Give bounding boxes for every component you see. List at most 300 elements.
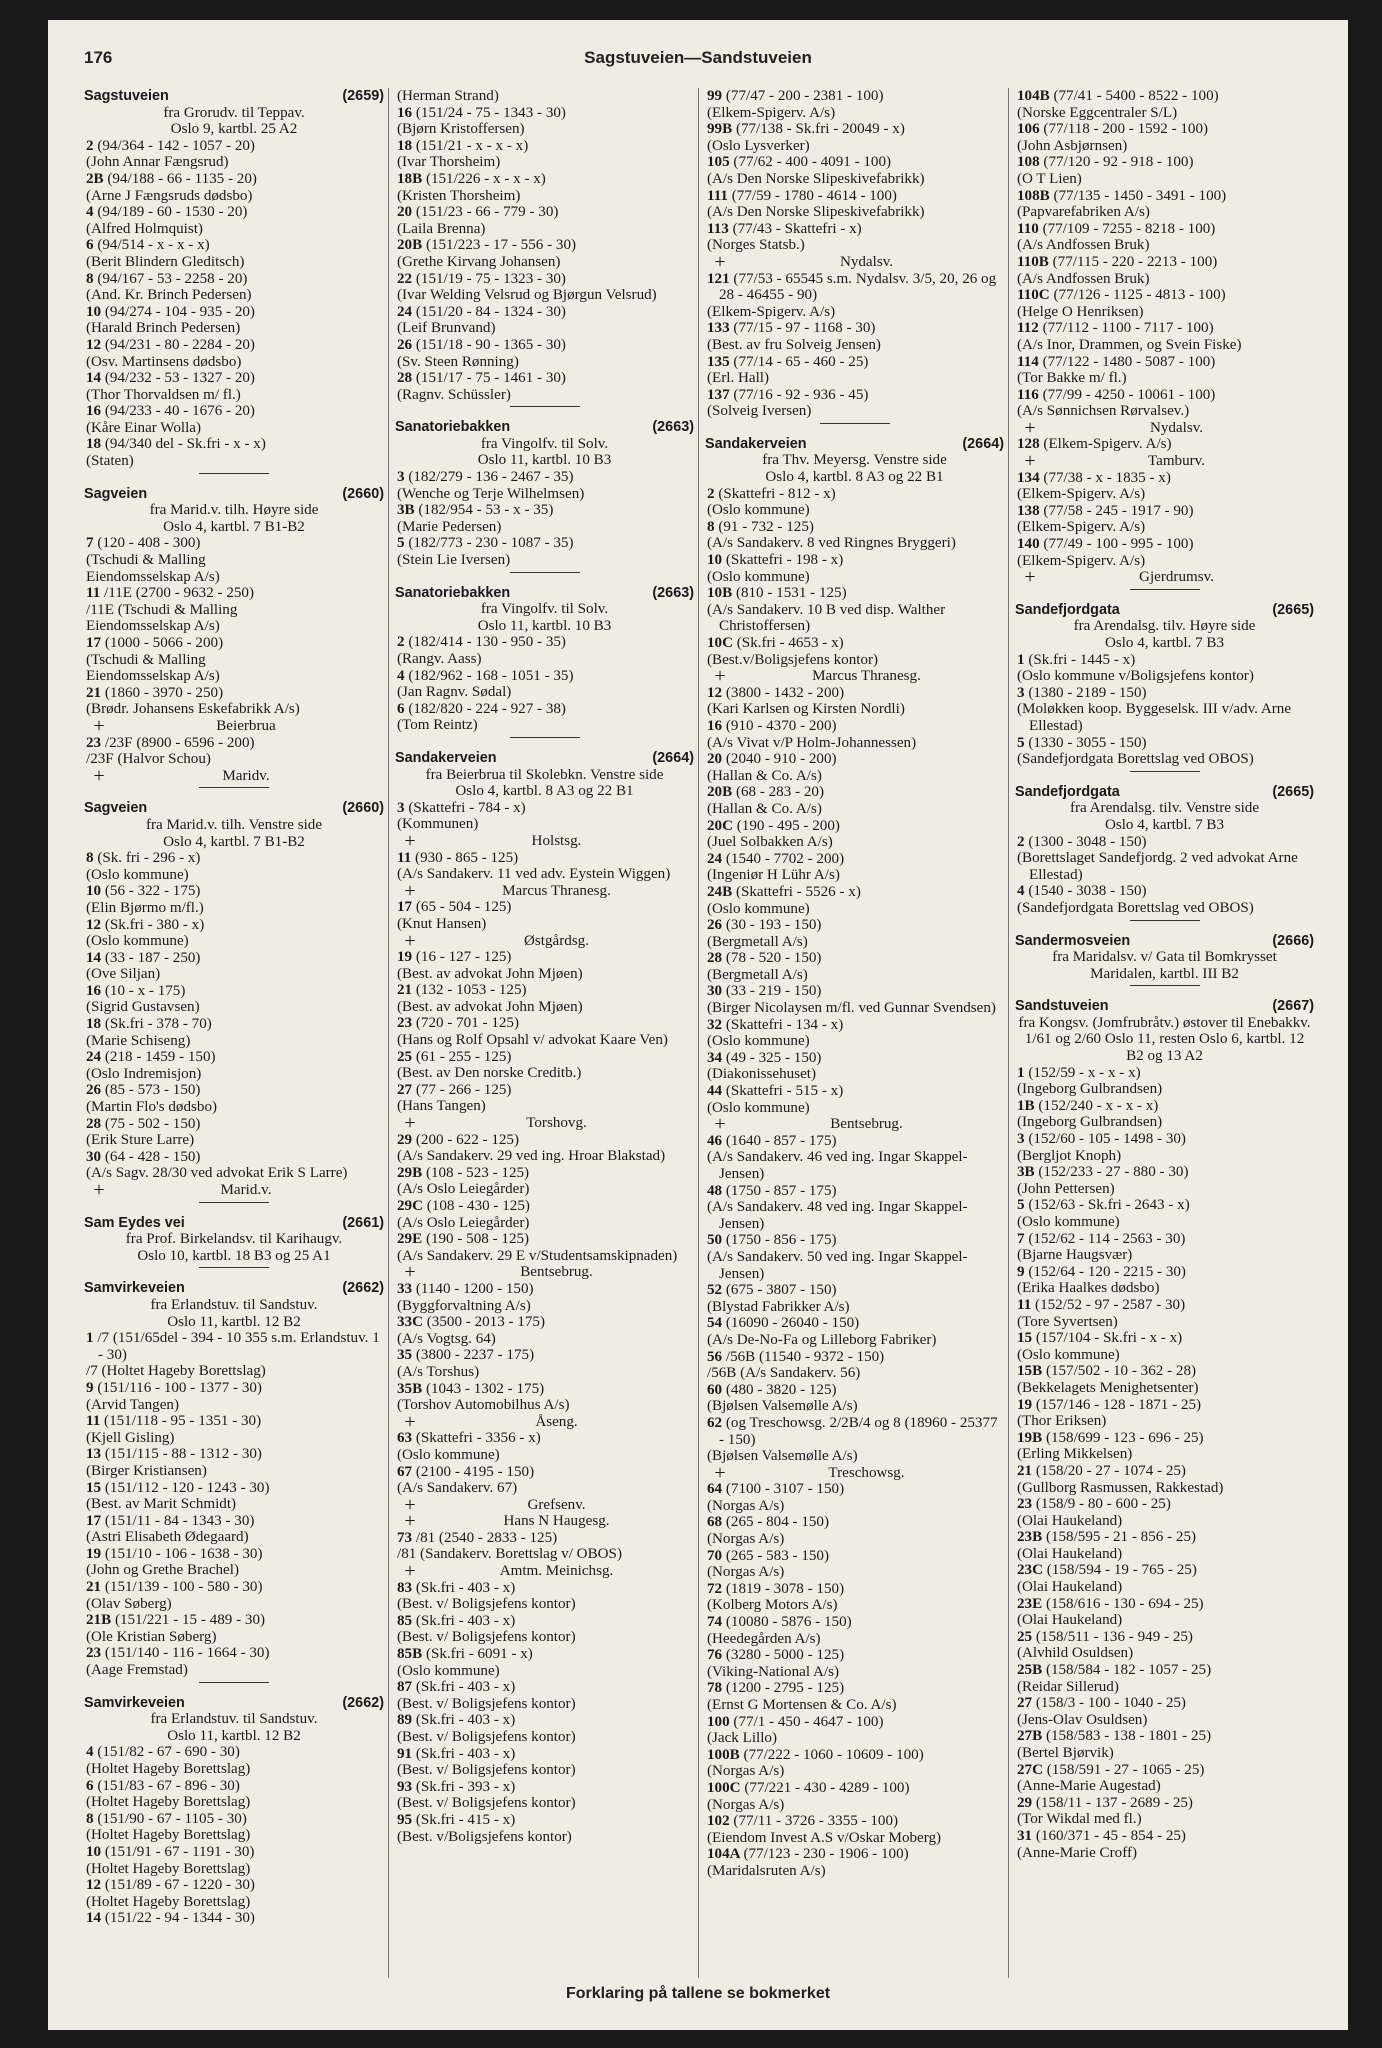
house-number: 16 (86, 403, 105, 420)
entry-text: (Blystad Fabrikker A/s) (707, 1298, 850, 1315)
entry-text: (77/47 - 200 - 2381 - 100) (725, 88, 884, 104)
property-entry (84, 171, 384, 188)
entry-text: (Bergmetall A/s) (707, 933, 808, 950)
cross-street (705, 665, 1004, 688)
entry-text: (930 - 865 - 125) (415, 849, 519, 866)
owner-line (395, 154, 694, 171)
house-number: 2 (1017, 833, 1029, 850)
house-number: 64 (707, 1481, 726, 1498)
house-number: 18B (397, 170, 426, 187)
entry-text: (O T Lien) (1017, 170, 1082, 187)
entry-text: (Oslo kommune) (707, 502, 810, 519)
property-entry (1015, 221, 1314, 238)
owner-line (395, 221, 694, 238)
cross-street (395, 1560, 694, 1583)
entry-text: (Holtet Hageby Borettslag) (86, 1761, 251, 1777)
house-number: 4 (1017, 883, 1029, 900)
entry-text: (152/59 - x - x - x) (1028, 1064, 1141, 1081)
property-entry (705, 1415, 1004, 1448)
property-entry (1015, 1795, 1314, 1812)
entry-text: (Thor Eriksen) (1017, 1413, 1107, 1430)
owner-line (1015, 1679, 1314, 1696)
owner-line (1015, 900, 1314, 917)
entry-text: (Bjølsen Valsemølle A/s) (707, 1448, 858, 1465)
street-name: Sagveien (84, 485, 148, 502)
house-number: 24B (707, 883, 736, 900)
entry-text: (Hallan & Co. A/s) (707, 800, 822, 817)
entry-text: (Martin Flo's dødsbo) (86, 1099, 218, 1116)
owner-line (395, 717, 694, 734)
entry-text: (151/91 - 67 - 1191 - 30) (104, 1843, 255, 1860)
entry-text: (1640 - 857 - 175) (725, 1132, 837, 1149)
owner-line (705, 652, 1004, 669)
property-entry (1015, 436, 1314, 453)
entry-text: (Juel Solbakken A/s) (707, 834, 833, 851)
owner-line (705, 1332, 1004, 1349)
entry-text: (77/123 - 230 - 1906 - 100) (743, 1846, 909, 1863)
owner-line (395, 88, 694, 105)
house-number: 104A (707, 1846, 744, 1863)
section-divider (199, 1682, 269, 1683)
property-entry (84, 883, 384, 900)
entry-text: (Sk. fri - 296 - x) (97, 850, 201, 867)
owner-line (84, 1761, 384, 1778)
house-number: 29B (397, 1164, 426, 1181)
entry-text: (Best.v/Boligsjefens kontor) (707, 651, 879, 668)
cross-street-name: Marid.v. (220, 1182, 272, 1198)
entry-text: (480 - 3820 - 125) (725, 1381, 837, 1398)
property-entry (1015, 1065, 1314, 1082)
house-number: 16 (86, 982, 105, 999)
entry-text: (77/222 - 1060 - 10609 - 100) (743, 1746, 924, 1763)
property-entry (1015, 503, 1314, 520)
house-number: 23E (1017, 1595, 1046, 1612)
owner-line (395, 816, 694, 833)
entry-text: (158/583 - 138 - 1801 - 25) (1045, 1728, 1212, 1745)
entry-text: (151/83 - 67 - 896 - 30) (97, 1777, 240, 1794)
street-description: fra Erlandstuv. til Sandstuv. (150, 1711, 318, 1728)
owner-line (705, 105, 1004, 122)
property-entry (1015, 652, 1314, 669)
entry-text: (A/s Oslo Leiegårder) (397, 1181, 530, 1198)
section-divider (199, 1202, 269, 1203)
street-name: Sandstuveien (1015, 998, 1109, 1015)
owner-line (1015, 1347, 1314, 1364)
owner-line (1015, 1114, 1314, 1131)
column-2 (388, 88, 698, 1978)
owner-line (84, 652, 384, 669)
owner-line (1015, 1413, 1314, 1430)
property-entry (395, 1746, 694, 1763)
entry-text: Eiendomsselskap A/s) (86, 618, 220, 635)
property-entry (395, 1347, 694, 1364)
owner-line (84, 1662, 384, 1679)
house-number: 11 (86, 1413, 105, 1430)
house-number: 108 (1017, 154, 1044, 171)
entry-text: (1540 - 3038 - 150) (1028, 883, 1147, 900)
entry-text: (Papvarefabriken A/s) (1017, 204, 1150, 221)
owner-line (1015, 553, 1314, 570)
property-entry (705, 884, 1004, 901)
entry-text: (Olai Haukeland) (1017, 1612, 1123, 1629)
entry-text: (218 - 1459 - 150) (104, 1049, 216, 1066)
street-name: Sandakerveien (395, 749, 497, 766)
page-footer: Forklaring på tallene se bokmerket (565, 1985, 831, 2002)
house-number: 113 (707, 220, 733, 237)
entry-text: (Leif Brunvand) (397, 320, 496, 337)
entry-text: (77/41 - 5400 - 8522 - 100) (1053, 88, 1219, 104)
entry-text: (Ivar Welding Velsrud og Bjørgun Velsrud) (397, 287, 657, 304)
entry-text: (Thor Thorvaldsen m/ fl.) (86, 386, 241, 403)
property-entry (395, 1646, 694, 1663)
house-number: 3 (397, 799, 409, 816)
owner-line (84, 999, 384, 1016)
entry-text: (Elkem-Spigerv. A/s) (707, 303, 836, 320)
entry-text: (77/58 - 245 - 1917 - 90) (1043, 502, 1194, 519)
owner-line (395, 1829, 694, 1846)
entry-text: (Heedegården A/s) (707, 1630, 821, 1647)
property-entry (705, 851, 1004, 868)
owner-line (84, 1562, 384, 1579)
entry-text: (Sv. Steen Rønning) (397, 353, 519, 370)
owner-line (705, 1730, 1004, 1747)
entry-text: (Maridalsruten A/s) (707, 1862, 826, 1879)
house-number: 16 (707, 717, 726, 734)
property-entry (705, 784, 1004, 801)
entry-text: (77/43 - Skattefri - x) (732, 220, 862, 237)
property-entry (84, 138, 384, 155)
entry-text: (151/19 - 75 - 1323 - 30) (415, 270, 566, 287)
street-section (1015, 998, 1314, 1861)
street-description: Oslo 4, kartbl. 8 A3 og 22 B1 (765, 469, 944, 486)
entry-text: (A/s Sønnichsen Rørvalsev.) (1017, 403, 1190, 420)
cross-street (1015, 416, 1314, 439)
house-number: 17 (86, 635, 105, 651)
entry-text: (Best. v/ Boligsjefens kontor) (397, 1729, 576, 1745)
property-entry (705, 635, 1004, 652)
street-code: (2662) (342, 1280, 384, 1297)
entry-text: (Bekkelagets Menighetsenter) (1017, 1379, 1199, 1396)
street-description: Oslo 11, kartbl. 12 B2 (167, 1313, 301, 1330)
entry-text: (Oslo kommune) (86, 866, 189, 883)
house-number: 21 (1017, 1462, 1036, 1479)
entry-text: (182/773 - 230 - 1087 - 35) (408, 535, 574, 552)
house-number: 6 (86, 237, 98, 254)
house-number: 19 (86, 1545, 105, 1562)
house-number: 74 (707, 1614, 726, 1631)
owner-line (395, 1447, 694, 1464)
owner-line (705, 1763, 1004, 1780)
property-entry (395, 1613, 694, 1630)
entry-text: (Kari Karlsen og Kirsten Nordli) (707, 701, 905, 718)
cross-street-name: Tamburv. (1147, 453, 1206, 470)
entry-text: (Oslo kommune) (397, 1446, 500, 1463)
entry-text: (Herman Strand) (397, 88, 499, 104)
entry-text: (78 - 520 - 150) (725, 950, 822, 967)
property-entry (395, 204, 694, 221)
entry-text: /81 (2540 - 2833 - 125) (415, 1529, 558, 1546)
owner-line (84, 420, 384, 437)
owner-line (395, 354, 694, 371)
entry-text: (152/62 - 114 - 2563 - 30) (1028, 1230, 1186, 1247)
house-number: 60 (707, 1381, 726, 1398)
property-entry (1015, 287, 1314, 304)
cross-street-name: Treschowsg. (828, 1464, 905, 1481)
cross-mark-icon: + (404, 1493, 416, 1516)
entry-text: (Kolberg Motors A/s) (707, 1597, 838, 1614)
property-entry (705, 751, 1004, 768)
cross-mark-icon: + (404, 829, 416, 852)
property-entry (395, 171, 694, 188)
property-entry (84, 535, 384, 552)
entry-text: (77/112 - 1100 - 7117 - 100) (1042, 320, 1214, 337)
cross-street-name: Torshovg. (526, 1115, 587, 1132)
property-entry (84, 1413, 384, 1430)
house-number: 1 (1017, 1064, 1029, 1081)
house-number: 30 (86, 1148, 105, 1165)
property-entry (1015, 1596, 1314, 1613)
entry-text: (Berit Blindern Gleditsch) (86, 253, 245, 270)
entry-text: (157/502 - 10 - 362 - 28) (1045, 1363, 1197, 1380)
owner-line (395, 1762, 694, 1779)
house-number: 62 (707, 1414, 726, 1431)
owner-line (705, 1664, 1004, 1681)
property-entry (395, 237, 694, 254)
house-number: 99 (707, 88, 726, 104)
entry-text: (182/279 - 136 - 2467 - 35) (408, 469, 574, 486)
entry-text: (Skattefri - 784 - x) (408, 799, 526, 816)
property-entry (705, 1481, 1004, 1498)
owner-line (1015, 1314, 1314, 1331)
entry-text: (158/9 - 80 - 600 - 25) (1035, 1496, 1171, 1513)
entry-text: (152/240 - x - x - x) (1038, 1097, 1159, 1114)
owner-line (395, 254, 694, 271)
entry-text: (265 - 583 - 150) (725, 1547, 829, 1564)
entry-text: (Kjell Gisling) (86, 1429, 175, 1446)
entry-text: (151/11 - 84 - 1343 - 30) (104, 1512, 255, 1529)
street-description: fra Prof. Birkelandsv. til Karihaugv. (125, 1231, 343, 1248)
house-number: 67 (397, 1463, 416, 1480)
entry-text: (A/s Sandakerv. 46 ved ing. Ingar Skappel-Jensen) (707, 1149, 968, 1182)
property-entry (705, 486, 1004, 503)
property-entry (705, 519, 1004, 536)
column-3 (698, 88, 1008, 1978)
entry-text: /11E (2700 - 9632 - 250) (104, 585, 254, 602)
cross-street-name: Åseng. (535, 1413, 578, 1430)
entry-text: (Erl. Hall) (707, 370, 770, 387)
entry-text: (16 - 127 - 125) (415, 949, 512, 966)
entry-text: (Torshov Automobilhus A/s) (397, 1397, 570, 1414)
property-entry (705, 1548, 1004, 1565)
house-number: 33C (397, 1314, 427, 1331)
entry-text: (Sk.fri - 403 - x) (415, 1679, 516, 1696)
house-number: 24 (707, 850, 726, 867)
owner-line (1015, 668, 1314, 685)
entry-text: /11E (Tschudi & Malling (86, 601, 238, 618)
property-entry (395, 1132, 694, 1149)
owner-line (1015, 1712, 1314, 1729)
property-entry (84, 1380, 384, 1397)
property-entry (705, 1714, 1004, 1731)
property-entry (705, 950, 1004, 967)
street-description: fra Vingolfv. til Solv. (480, 601, 609, 618)
owner-line (84, 1033, 384, 1050)
property-entry (705, 1183, 1004, 1200)
section-divider (510, 737, 580, 738)
house-number: 9 (86, 1379, 98, 1396)
entry-text: (77 - 266 - 125) (415, 1081, 512, 1098)
property-entry (84, 1480, 384, 1497)
entry-text: (Stein Lie Iversen) (397, 552, 511, 569)
owner-line (1015, 105, 1314, 122)
entry-text: (152/60 - 105 - 1498 - 30) (1028, 1131, 1186, 1148)
property-entry (84, 1546, 384, 1563)
house-number: 7 (1017, 1230, 1029, 1247)
entry-text: (1043 - 1302 - 175) (425, 1380, 545, 1397)
house-number: 4 (86, 1744, 98, 1761)
cross-mark-icon: + (714, 1461, 726, 1484)
street-description: fra Thv. Meyersg. Venstre side (762, 452, 947, 469)
street-section (705, 88, 1004, 424)
property-entry (1015, 1662, 1314, 1679)
entry-text: (77/15 - 97 - 1168 - 30) (733, 320, 876, 337)
owner-line (84, 1132, 384, 1149)
owner-line (705, 967, 1004, 984)
entry-text: (Norgas A/s) (707, 1497, 785, 1514)
house-number: 137 (707, 386, 734, 403)
property-entry (84, 1016, 384, 1033)
property-entry (1015, 470, 1314, 487)
owner-line (84, 221, 384, 238)
owner-line (1015, 1446, 1314, 1463)
cross-mark-icon: + (93, 714, 105, 737)
owner-line (705, 370, 1004, 387)
owner-line (1015, 850, 1314, 883)
entry-text: (A/s Vogtsg. 64) (397, 1330, 496, 1347)
cross-mark-icon: + (404, 929, 416, 952)
owner-line (705, 768, 1004, 785)
owner-line (84, 751, 384, 768)
entry-text: (Oslo kommune) (397, 1662, 500, 1679)
entry-text: (1330 - 3055 - 150) (1028, 734, 1147, 751)
entry-text: (Astri Elisabeth Ødegaard) (86, 1529, 249, 1546)
entry-text: /23F (8900 - 6596 - 200) (104, 734, 255, 751)
house-number: 27 (1017, 1695, 1036, 1712)
owner-line (395, 1596, 694, 1613)
section-divider (510, 406, 580, 407)
house-number: 9 (1017, 1263, 1029, 1280)
property-entry (395, 1712, 694, 1729)
entry-text: (Ingeborg Gulbrandsen) (1017, 1114, 1163, 1131)
house-number: 52 (707, 1282, 726, 1299)
property-entry (84, 204, 384, 221)
entry-text: (1140 - 1200 - 150) (415, 1280, 534, 1297)
house-number: 3 (1017, 1131, 1029, 1148)
entry-text: (65 - 504 - 125) (415, 899, 512, 916)
entry-text: /56B (A/s Sandakerv. 56) (707, 1365, 861, 1382)
entry-text: (108 - 430 - 125) (426, 1198, 530, 1214)
property-entry (1015, 1197, 1314, 1214)
entry-text: (Bjølsen Valsemølle A/s) (707, 1398, 858, 1415)
house-number: 34 (707, 1049, 726, 1066)
entry-text: /7 (151/65del - 394 - 10 355 s.m. Erlandstuv. 1 - 30) (97, 1330, 380, 1363)
cross-street-name: Gjerdrumsv. (1139, 569, 1214, 586)
street-section (1015, 784, 1314, 921)
cross-mark-icon: + (404, 1510, 416, 1533)
entry-text: (A/s Andfossen Bruk) (1017, 237, 1150, 254)
entry-text: (A/s Den Norske Slipeskivefabrikk) (707, 170, 925, 187)
street-name: Samvirkeveien (84, 1694, 185, 1711)
entry-text: (Borettslaget Sandefjordg. 2 ved advokat Arne Ellestad) (1017, 850, 1298, 883)
entry-text: (94/231 - 80 - 2284 - 20) (104, 336, 255, 353)
entry-text: (Birger Kristiansen) (86, 1462, 207, 1479)
property-entry (705, 121, 1004, 138)
entry-text: (152/64 - 120 - 2215 - 30) (1028, 1263, 1186, 1280)
street-description: fra Erlandstuv. til Sandstuv. (150, 1296, 318, 1313)
owner-line (705, 569, 1004, 586)
entry-text: (Best. v/ Boligsjefens kontor) (397, 1762, 576, 1779)
entry-text: (157/104 - Sk.fri - x - x) (1035, 1330, 1183, 1347)
street-heading (395, 419, 694, 436)
cross-street (1015, 450, 1314, 473)
entry-text: (Ingeborg Gulbrandsen) (1017, 1081, 1163, 1098)
owner-line (705, 1498, 1004, 1515)
entry-text: (Best. v/ Boligsjefens kontor) (397, 1629, 576, 1646)
section-divider (1130, 771, 1200, 772)
entry-text: (75 - 502 - 150) (104, 1115, 201, 1132)
entry-text: (1000 - 5066 - 200) (104, 635, 224, 651)
entry-text: (Holtet Hageby Borettslag) (86, 1860, 251, 1877)
street-section (1015, 933, 1314, 987)
street-heading (84, 1215, 384, 1232)
entry-text: (108 - 523 - 125) (425, 1164, 530, 1181)
owner-line (395, 1729, 694, 1746)
property-entry (395, 370, 694, 387)
house-number: 23 (397, 1015, 416, 1032)
owner-line (395, 966, 694, 983)
entry-text: (Ragnv. Schüssler) (397, 386, 511, 403)
house-number: 100 (707, 1713, 734, 1730)
property-entry (84, 1149, 384, 1166)
house-number: 20B (397, 237, 426, 254)
entry-text: (77/1 - 450 - 4647 - 100) (733, 1713, 884, 1730)
owner-line (1015, 271, 1314, 288)
house-number: 128 (1017, 436, 1044, 453)
property-entry (84, 403, 384, 420)
property-entry (84, 271, 384, 288)
entry-text: (Sk.fri - 403 - x) (415, 1612, 516, 1629)
owner-line (395, 1148, 694, 1165)
entry-text: (1819 - 3078 - 150) (725, 1580, 845, 1597)
owner-line (705, 867, 1004, 884)
property-entry (705, 1050, 1004, 1067)
property-entry (395, 502, 694, 519)
house-number: 10C (707, 635, 737, 651)
property-entry (705, 188, 1004, 205)
house-number: 33 (397, 1280, 416, 1297)
property-entry (395, 1381, 694, 1398)
owner-line (395, 188, 694, 205)
entry-text: (Knut Hansen) (397, 915, 487, 932)
cross-mark-icon: + (1024, 416, 1036, 439)
house-number: 25 (397, 1048, 416, 1065)
entry-text: (Oslo kommune) (707, 568, 810, 585)
entry-text: (77/59 - 1780 - 4614 - 100) (731, 187, 897, 204)
property-entry (84, 337, 384, 354)
entry-text: (Norgas A/s) (707, 1564, 785, 1581)
house-number: 15 (1017, 1330, 1036, 1347)
entry-text: (Tschudi & Malling (86, 651, 206, 668)
